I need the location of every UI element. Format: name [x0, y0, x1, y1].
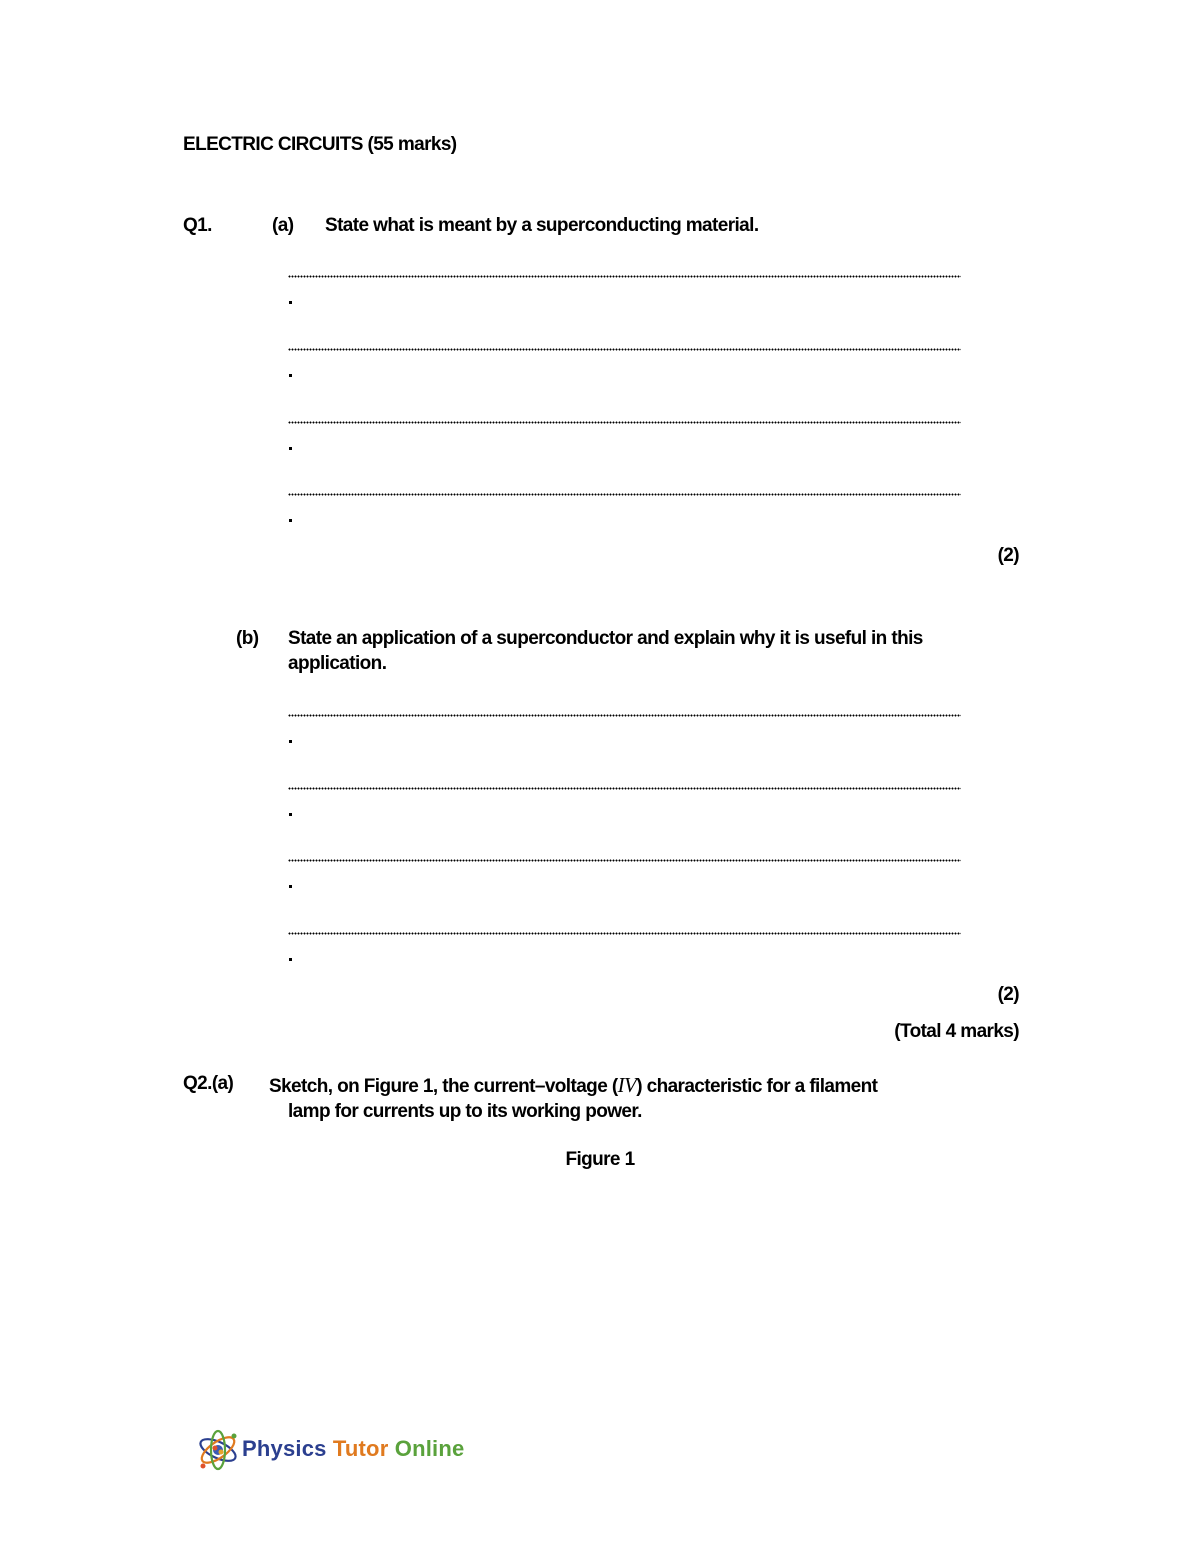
logo-word-online: Online [394, 1436, 465, 1461]
answer-line[interactable] [288, 421, 961, 424]
answer-line-end [289, 301, 292, 304]
physics-tutor-online-logo [196, 1426, 486, 1476]
answer-line-end [289, 885, 292, 888]
q2-number: Q2.(a) [183, 1073, 234, 1094]
answer-line[interactable] [288, 714, 961, 717]
answer-line-end [289, 374, 292, 377]
answer-line[interactable] [288, 275, 961, 278]
q1b-marks: (2) [997, 984, 1019, 1005]
answer-line[interactable] [288, 859, 961, 862]
page-title: ELECTRIC CIRCUITS (55 marks) [183, 134, 457, 155]
q2-text-after: ) characteristic for a filament [636, 1076, 878, 1097]
q1-total-marks: (Total 4 marks) [894, 1021, 1019, 1042]
answer-line-end [289, 813, 292, 816]
figure-reference: Figure 1 [363, 1076, 433, 1097]
answer-line[interactable] [288, 493, 961, 496]
q2-text-before: Sketch, on [269, 1076, 364, 1097]
answer-line-end [289, 740, 292, 743]
q1a-marks: (2) [997, 545, 1019, 566]
logo-wordmark [242, 1436, 464, 1462]
q1-part-a-label: (a) [272, 215, 294, 236]
q1-part-b-label: (b) [236, 628, 259, 649]
q2-question-line1 [269, 1073, 877, 1098]
atom-icon [196, 1426, 240, 1474]
q1-part-a-question: State what is meant by a superconducting material. [325, 215, 759, 236]
q2-question-line2: lamp for currents up to its working power. [288, 1101, 642, 1122]
answer-line[interactable] [288, 348, 961, 351]
q1-number: Q1. [183, 215, 212, 236]
answer-line-end [289, 519, 292, 522]
answer-line-end [289, 447, 292, 450]
q2-text-mid: , the current–voltage ( [432, 1076, 618, 1097]
logo-word-physics: Physics [242, 1436, 327, 1461]
logo-word-tutor: Tutor [332, 1436, 389, 1461]
q1-part-b-question-line2: application. [288, 653, 387, 674]
answer-line[interactable] [288, 787, 961, 790]
figure-caption: Figure 1 [565, 1149, 635, 1170]
answer-line[interactable] [288, 932, 961, 935]
q1-part-b-question-line1: State an application of a superconductor and explain why it is useful in this [288, 628, 923, 649]
answer-line-end [289, 958, 292, 961]
iv-symbol: IV [617, 1073, 637, 1097]
